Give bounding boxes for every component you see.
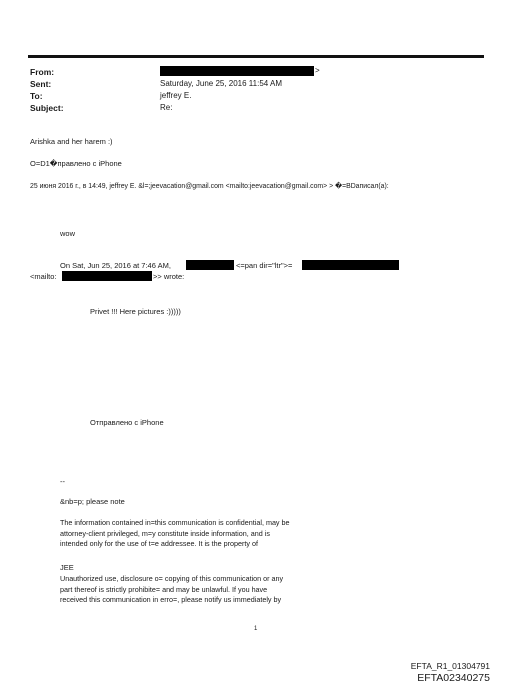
body-line-1: Arishka and her harem :) xyxy=(30,137,113,146)
privet-text: Privet !!! Here pictures :))))) xyxy=(90,307,181,316)
subject-value: Re: xyxy=(160,103,173,112)
header-rule xyxy=(28,55,484,58)
mailto-text: <mailto: xyxy=(30,272,57,281)
please-note-text: &nb=p; please note xyxy=(60,497,125,506)
unauthorized-paragraph: Unauthorized use, disclosure o= copying of this communication or any part thereof is strictly prohibite= and may be unlawful. If you have received this communication in erro=, please notify us immediately by xyxy=(60,574,284,605)
subject-label: Subject: xyxy=(30,103,64,113)
wow-text: wow xyxy=(60,229,76,238)
from-suffix: > xyxy=(315,66,320,75)
page-number: 1 xyxy=(254,626,258,632)
sent-from-text: Отправлено с iPhone xyxy=(90,418,164,427)
to-value: jeffrey E. xyxy=(160,91,192,100)
confidentiality-paragraph: The information contained in=this communication is confidential, may be attorney-client privileged, m=y constitute inside information, and is intended only for the use of t=e addressee. It is the property of xyxy=(60,518,290,549)
wrote-text: >> wrote: xyxy=(153,272,185,281)
address-redaction xyxy=(302,260,399,270)
footer-id-2: EFTA02340275 xyxy=(417,672,490,684)
span-dir-text: <=pan dir="ltr">= xyxy=(236,261,293,270)
signature-dashes: -- xyxy=(60,477,65,486)
sent-value: Saturday, June 25, 2016 11:54 AM xyxy=(160,79,283,88)
body-line-2: O=D1�правлено с iPhone xyxy=(30,159,122,168)
to-label: To: xyxy=(30,91,43,101)
footer-id-1: EFTA_R1_01304791 xyxy=(410,661,490,671)
sent-label: Sent: xyxy=(30,79,52,89)
mailto-redaction xyxy=(62,271,152,281)
on-sat-text: On Sat, Jun 25, 2016 at 7:46 AM, xyxy=(60,261,171,270)
body-line-3: 25 июня 2016 г., в 14:49, jeffrey E. &l=;jeevacation@gmail.com <mailto:jeevacation@gmail.com> > �=BDаписал(а): xyxy=(30,183,389,190)
sender-redaction xyxy=(186,260,234,270)
jee-text: JEE xyxy=(60,563,74,572)
from-label: From: xyxy=(30,67,55,77)
from-redaction xyxy=(160,66,314,76)
